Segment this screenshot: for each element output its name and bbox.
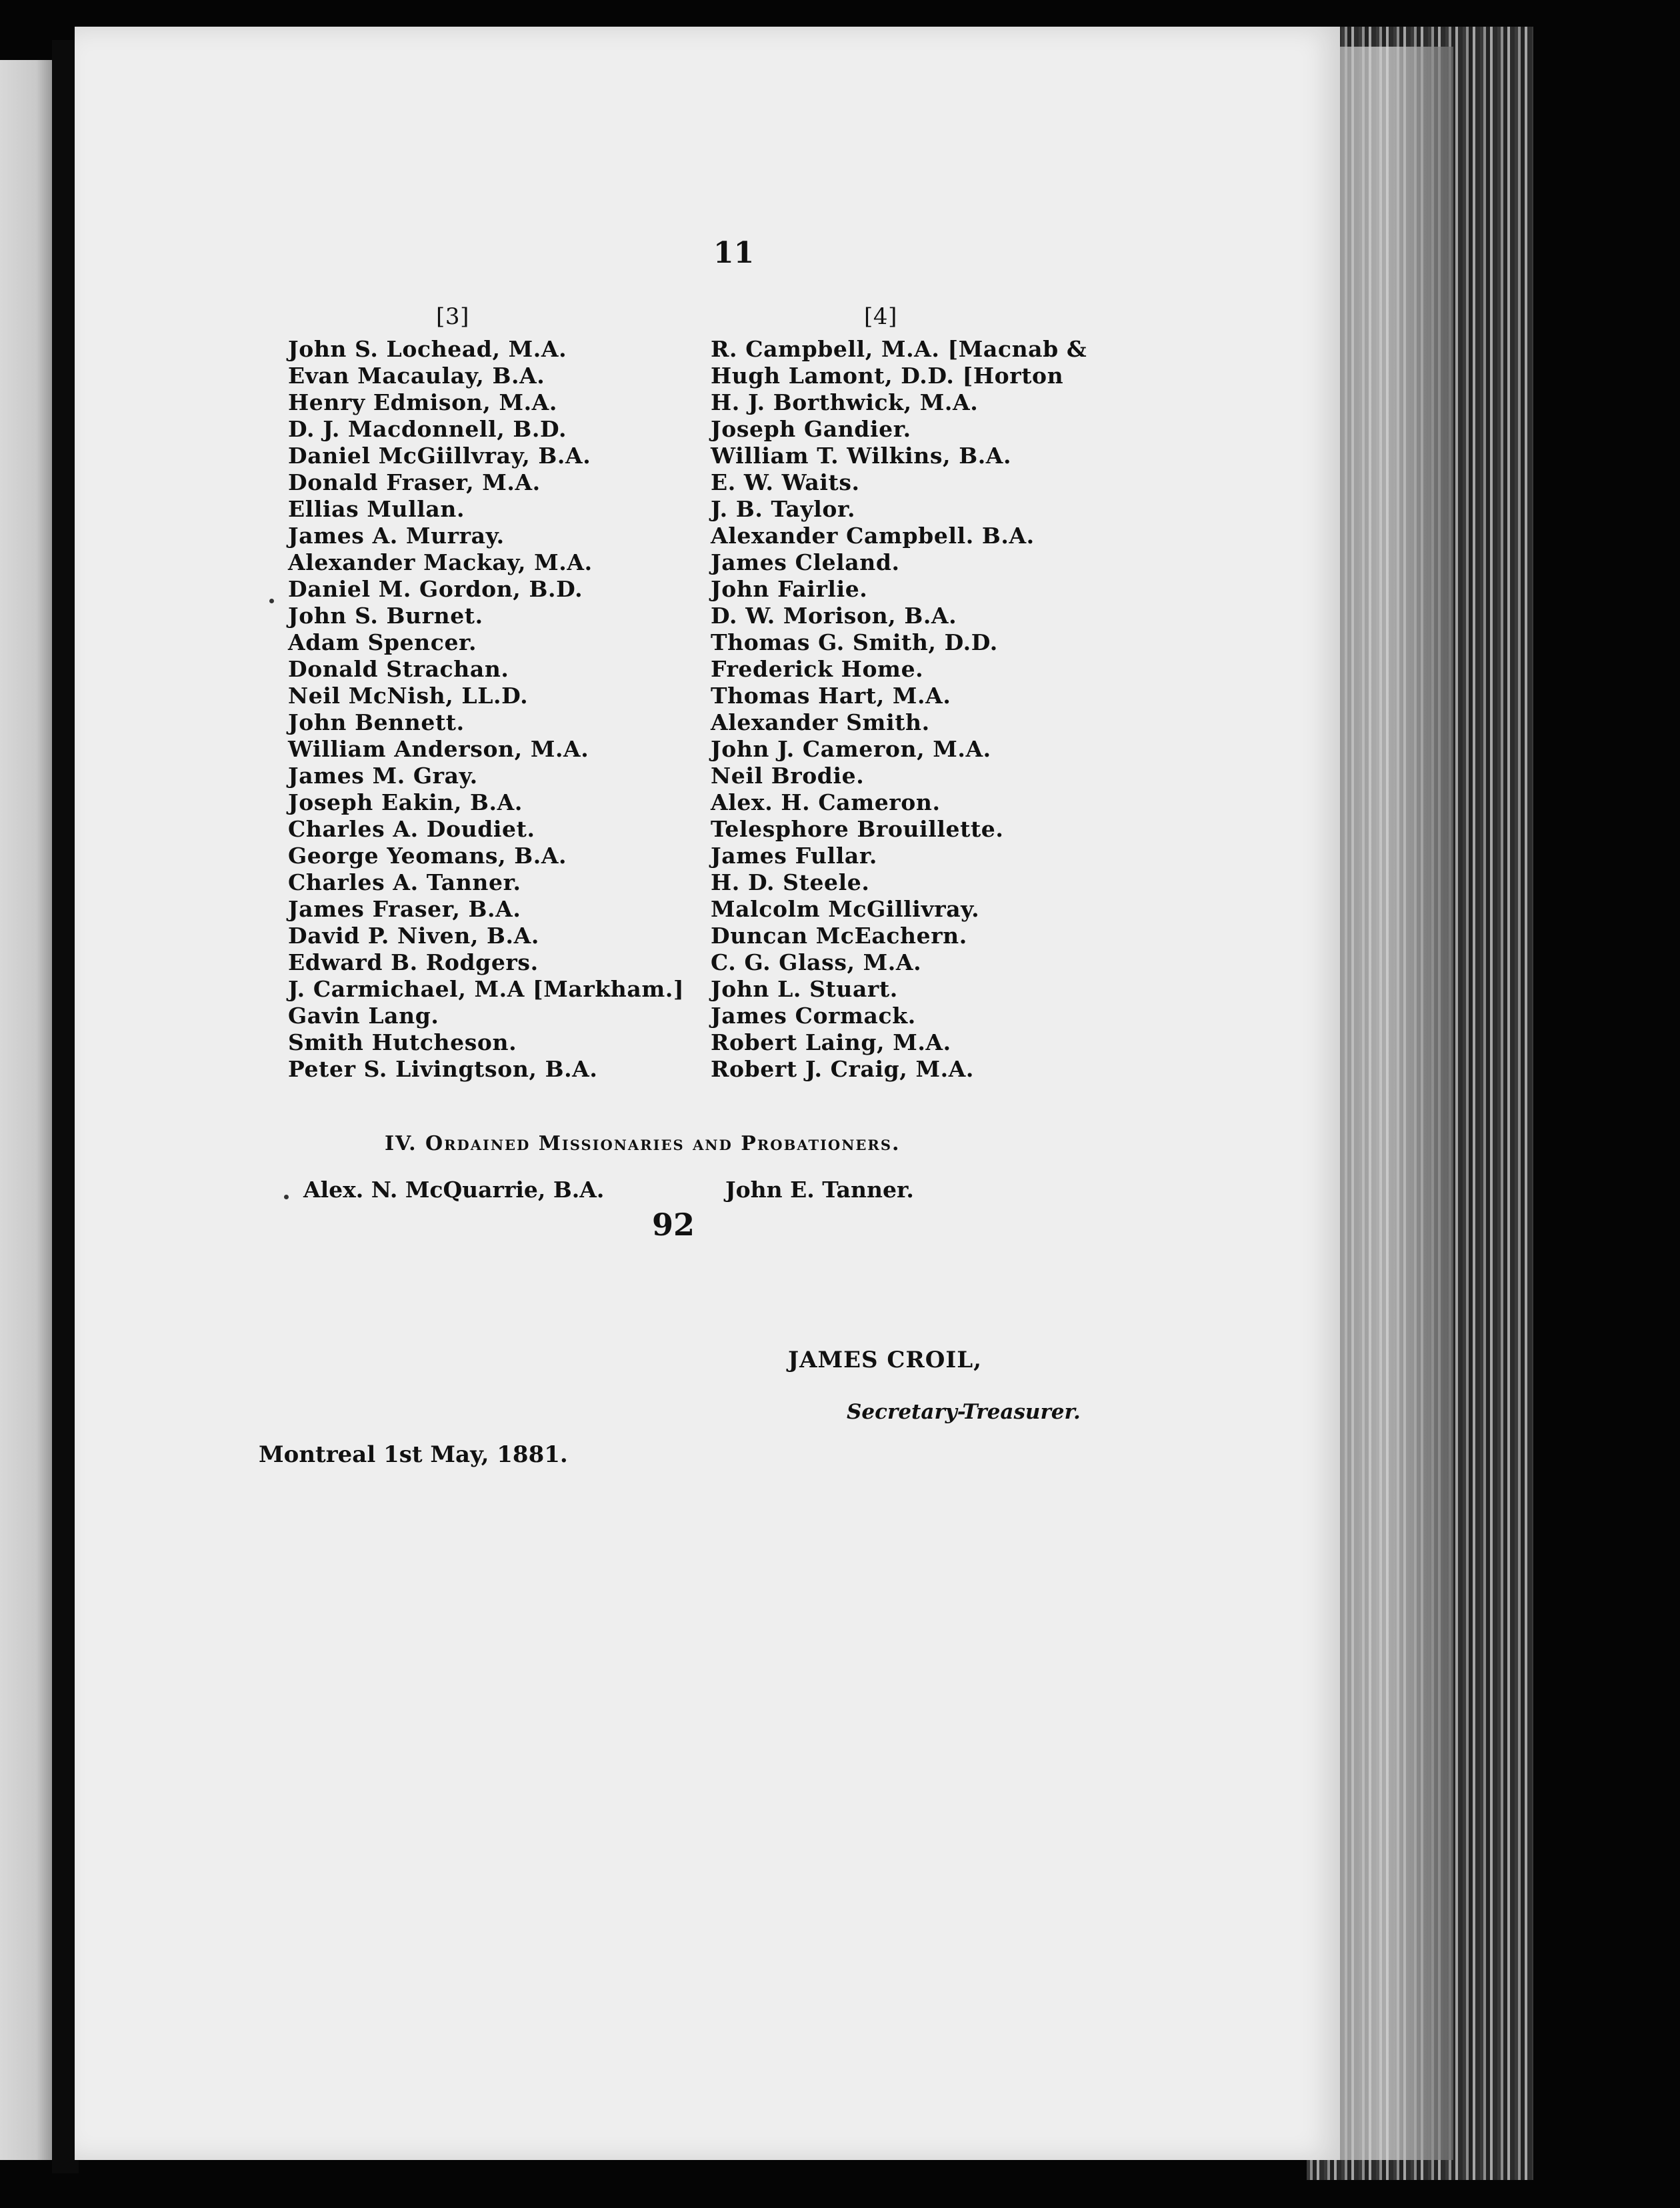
name-entry: Edward B. Rodgers. [288, 949, 539, 975]
column-4 [711, 305, 1087, 1083]
name-entry: John Bennett. [288, 709, 465, 735]
name-entry: Robert Laing, M.A. [711, 1029, 951, 1055]
name-entry: Frederick Home. [711, 656, 924, 682]
name-entry: Duncan McEachern. [711, 923, 967, 949]
name-entry: Evan Macaulay, B.A. [288, 363, 545, 389]
name-entry: Telesphore Brouillette. [711, 816, 1004, 842]
name-entry: Thomas G. Smith, D.D. [711, 629, 998, 655]
name-entry: George Yeomans, B.A. [288, 843, 567, 869]
name-entry: John L. Stuart. [711, 976, 898, 1002]
name-entry: Donald Fraser, M.A. [288, 469, 541, 495]
column-3 [288, 305, 684, 1083]
signatory-title: Secretary-Treasurer. [847, 1400, 1081, 1424]
name-entry: Thomas Hart, M.A. [711, 683, 951, 709]
ink-speck [284, 1195, 289, 1199]
name-entry: Hugh Lamont, D.D. [Horton [711, 363, 1064, 389]
dateline: Montreal 1st May, 1881. [259, 1441, 568, 1468]
name-entry: Smith Hutcheson. [288, 1029, 517, 1055]
name-entry: Daniel McGiillvray, B.A. [288, 443, 591, 469]
page-stack-highlight [1340, 47, 1453, 2160]
name-entry: Alexander Campbell. B.A. [711, 523, 1035, 549]
name-entry: John Fairlie. [711, 576, 868, 602]
name-entry: Ellias Mullan. [288, 496, 465, 522]
name-entry: J. Carmichael, M.A [Markham.] [288, 976, 685, 1002]
name-entry: Daniel M. Gordon, B.D. [288, 576, 583, 602]
document-page [75, 27, 1340, 2160]
name-entry: James Cormack. [711, 1003, 916, 1029]
name-entry: J. B. Taylor. [711, 496, 856, 522]
name-entry: James Fullar. [711, 843, 877, 869]
total-count: 92 [652, 1207, 695, 1243]
name-entry: John S. Lochead, M.A. [288, 336, 567, 362]
name-list [711, 336, 1087, 1083]
name-entry: Adam Spencer. [288, 629, 477, 655]
name-entry: Alex. H. Cameron. [711, 789, 941, 815]
name-entry: Joseph Gandier. [711, 416, 911, 442]
signatory-name: JAMES CROIL, [788, 1347, 982, 1373]
name-entry: Robert J. Craig, M.A. [711, 1056, 974, 1082]
name-entry: Alexander Smith. [711, 709, 930, 735]
name-entry: John S. Burnet. [288, 603, 483, 629]
name-entry: D. J. Macdonnell, B.D. [288, 416, 567, 442]
name-entry: H. J. Borthwick, M.A. [711, 389, 979, 415]
name-entry: William Anderson, M.A. [288, 736, 589, 762]
name-entry: Gavin Lang. [288, 1003, 439, 1029]
name-entry: John J. Cameron, M.A. [711, 736, 991, 762]
name-entry: James Fraser, B.A. [288, 896, 521, 922]
column-header: [4] [864, 303, 897, 330]
name-entry: R. Campbell, M.A. [Macnab & [711, 336, 1087, 362]
column-header: [3] [436, 303, 469, 330]
name-entry: E. W. Waits. [711, 469, 860, 495]
name-list [288, 336, 684, 1083]
name-entry: James M. Gray. [288, 763, 478, 789]
name-entry: D. W. Morison, B.A. [711, 603, 957, 629]
ink-speck [269, 599, 274, 603]
facing-page-edge [0, 60, 52, 2160]
name-entry: C. G. Glass, M.A. [711, 949, 922, 975]
name-entry: Donald Strachan. [288, 656, 509, 682]
name-entry: Alexander Mackay, M.A. [288, 549, 593, 575]
name-entry: James A. Murray. [288, 523, 505, 549]
name-entry: Henry Edmison, M.A. [288, 389, 557, 415]
name-entry: William T. Wilkins, B.A. [711, 443, 1012, 469]
section-heading: IV. Ordained Missionaries and Probationers. [385, 1132, 901, 1155]
name-entry: Malcolm McGillivray. [711, 896, 980, 922]
name-entry: Neil McNish, LL.D. [288, 683, 529, 709]
page-number: 11 [713, 236, 755, 270]
name-entry: Joseph Eakin, B.A. [288, 789, 523, 815]
missionary-name: John E. Tanner. [725, 1177, 914, 1203]
name-entry: Neil Brodie. [711, 763, 865, 789]
name-entry: Charles A. Tanner. [288, 869, 521, 895]
name-entry: H. D. Steele. [711, 869, 870, 895]
name-entry: James Cleland. [711, 549, 900, 575]
name-entry: Peter S. Livingtson, B.A. [288, 1056, 598, 1082]
missionary-name: Alex. N. McQuarrie, B.A. [303, 1177, 605, 1203]
name-entry: David P. Niven, B.A. [288, 923, 539, 949]
name-entry: Charles A. Doudiet. [288, 816, 535, 842]
